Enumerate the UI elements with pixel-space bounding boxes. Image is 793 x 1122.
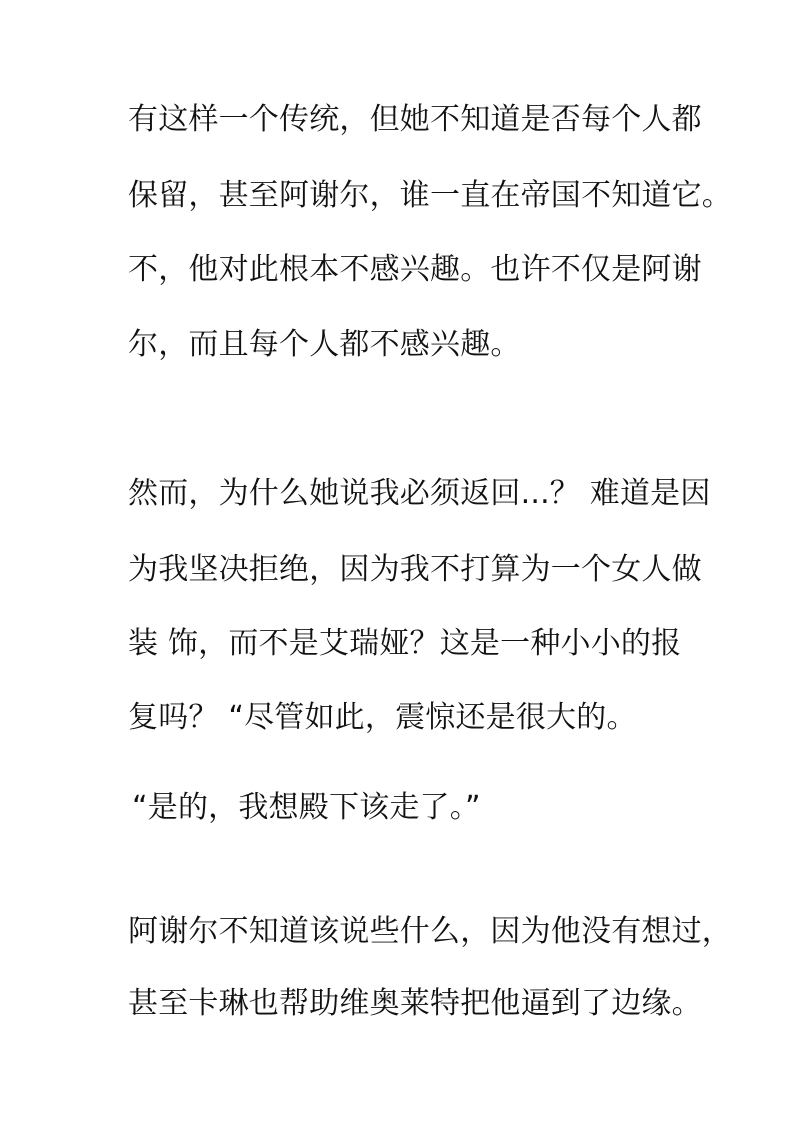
- text-line: 复吗？ “尽管如此，震惊还是很大的。: [128, 700, 637, 735]
- text-line: 保留，甚至阿谢尔，谁一直在帝国不知道它。: [128, 178, 732, 213]
- text-line: 尔，而且每个人都不感兴趣。: [128, 327, 521, 362]
- text-line: 为我坚决拒绝，因为我不打算为一个女人做: [128, 552, 702, 587]
- text-line: 不，他对此根本不感兴趣。也许不仅是阿谢: [128, 252, 702, 287]
- text-line: 阿谢尔不知道该说些什么，因为他没有想过，: [128, 914, 732, 949]
- text-line: 甚至卡琳也帮助维奥莱特把他逼到了边缘。: [128, 986, 702, 1021]
- text-line: 然而，为什么她说我必须返回...？ 难道是因: [128, 476, 711, 511]
- text-line: 有这样一个传统，但她不知道是否每个人都: [128, 102, 702, 137]
- text-line: 装 饰，而不是艾瑞娅？这是一种小小的报: [128, 626, 682, 661]
- text-line: “是的，我想殿下该走了。”: [132, 790, 481, 825]
